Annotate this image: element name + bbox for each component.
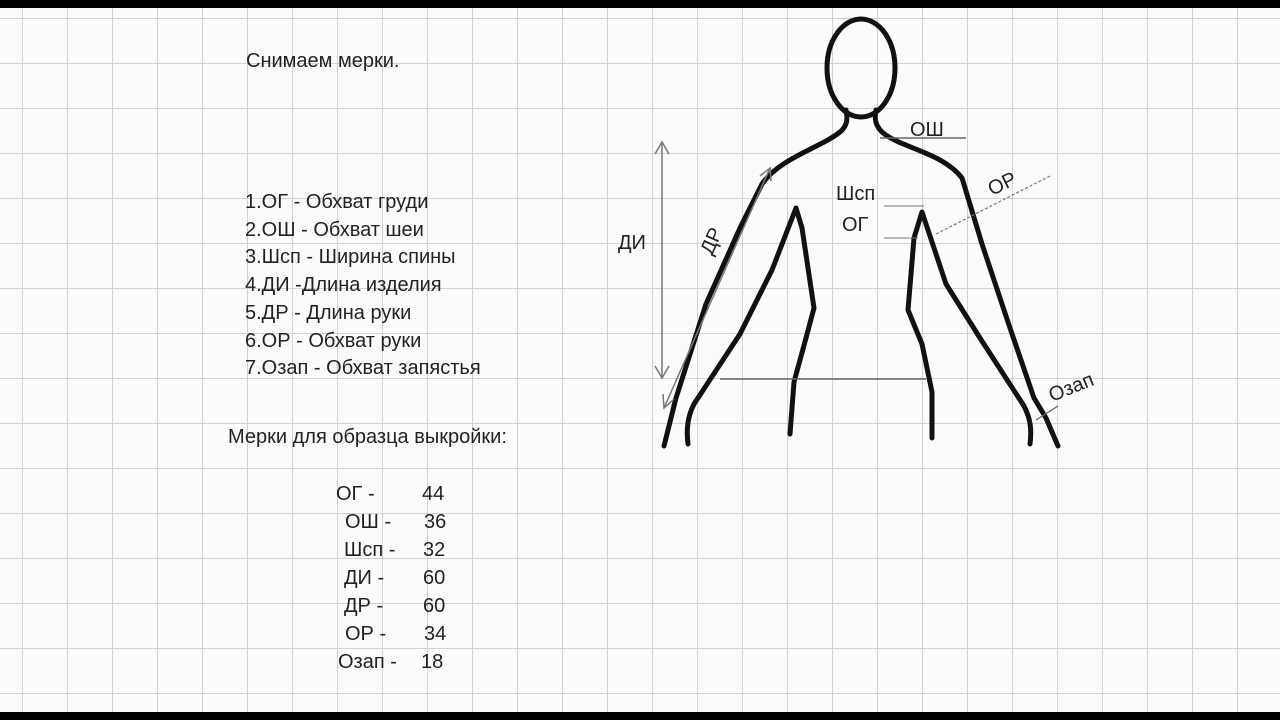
figure-head: [827, 19, 895, 117]
measurement-label: ОГ -: [336, 483, 375, 505]
length-arrow: [655, 142, 669, 378]
legend-item: 6.ОР - Обхват руки: [245, 329, 422, 352]
label-arm-length: ДР: [696, 224, 728, 259]
label-back-width: Шсп: [836, 183, 876, 205]
figure-body-outline: [664, 110, 1058, 446]
measurement-value: 60: [423, 595, 446, 617]
label-arm-circumference: ОР: [984, 168, 1021, 201]
measurement-label: ОР -: [345, 623, 387, 645]
sample-measurements-heading: Мерки для образца выкройки:: [228, 426, 507, 448]
body-measurement-figure: [0, 8, 1280, 712]
label-neck: ОШ: [910, 119, 944, 141]
label-chest: ОГ: [842, 214, 869, 236]
measurement-value: 34: [424, 623, 447, 645]
page-title: Снимаем мерки.: [246, 50, 400, 72]
label-length: ДИ: [618, 232, 646, 254]
measurement-value: 44: [422, 483, 445, 505]
legend-item: 3.Шсп - Ширина спины: [245, 246, 456, 269]
grid-paper-canvas: [0, 8, 1280, 712]
legend-item: 5.ДР - Длина руки: [245, 301, 412, 324]
measurement-label: ДИ -: [344, 567, 385, 589]
measurement-label: Озап -: [338, 651, 397, 673]
legend-item: 2.ОШ - Обхват шеи: [245, 218, 424, 241]
measurement-value: 18: [421, 651, 444, 673]
measurement-value: 60: [423, 567, 446, 589]
legend-item: 1.ОГ - Обхват груди: [245, 191, 429, 213]
measurement-label: ОШ -: [345, 511, 392, 533]
legend-item: 7.Озап - Обхват запястья: [245, 357, 481, 380]
measurement-label: ДР -: [344, 595, 384, 617]
measurement-value: 32: [423, 539, 446, 561]
measurement-value: 36: [424, 511, 447, 533]
measurement-label: Шсп -: [344, 539, 396, 561]
label-wrist: Озап: [1045, 368, 1098, 407]
legend-item: 4.ДИ -Длина изделия: [245, 274, 442, 297]
